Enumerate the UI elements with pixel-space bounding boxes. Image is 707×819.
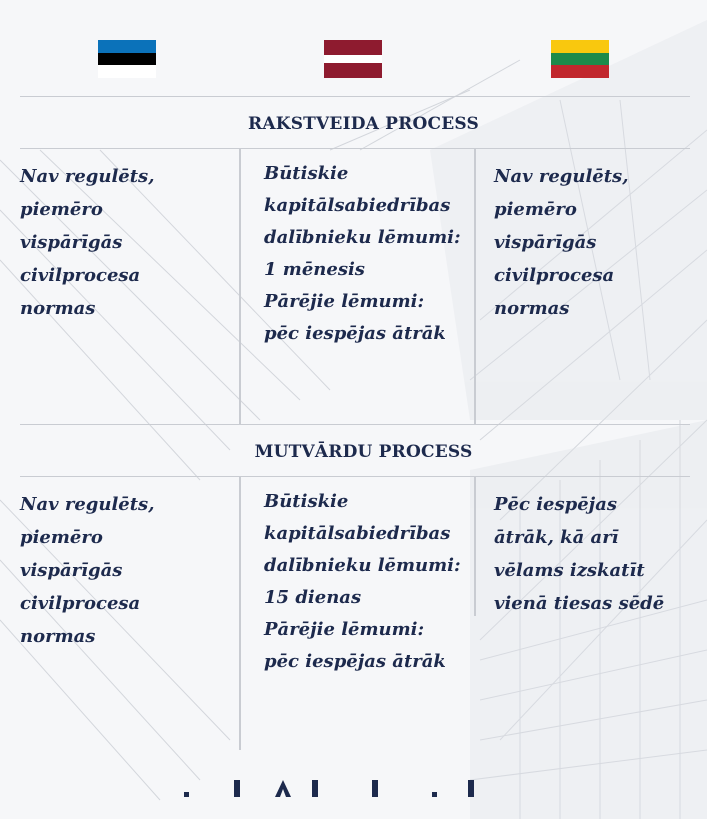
flag-stripe	[324, 55, 382, 63]
divider	[20, 96, 690, 97]
cell-line: Pārējie lēmumi:	[264, 291, 425, 312]
flag-stripe	[98, 40, 156, 53]
divider	[474, 148, 476, 424]
divider	[20, 148, 690, 149]
cell-line: dalībnieku lēmumi:	[264, 555, 461, 576]
flag-stripe	[551, 65, 609, 78]
flag-stripe	[98, 53, 156, 66]
cell-line: Nav regulēts,	[494, 166, 629, 187]
cell-line: Nav regulēts,	[20, 494, 155, 515]
flag-stripe	[551, 40, 609, 53]
cell-lithuania-written	[494, 160, 628, 325]
flag-stripe	[324, 63, 382, 78]
divider	[239, 148, 241, 424]
cell-line: kapitālsabiedrības	[264, 523, 451, 544]
estonia-flag	[98, 40, 156, 78]
cell-line: vēlams izskatīt	[494, 560, 645, 581]
cell-line: pēc iespējas ātrāk	[264, 651, 446, 672]
divider	[20, 476, 690, 477]
latvia-flag	[324, 40, 382, 78]
cell-line: Būtiskie	[264, 163, 349, 184]
cell-latvia-written	[264, 158, 461, 350]
cell-line: civilprocesa	[20, 265, 141, 286]
cell-line: civilprocesa	[494, 265, 615, 286]
cropped-text-fragment	[180, 770, 500, 819]
section-title-oral-process: MUTVĀRDU PROCESS	[254, 442, 473, 462]
cell-line: normas	[20, 298, 96, 319]
lithuania-flag	[551, 40, 609, 78]
cell-line: Būtiskie	[264, 491, 349, 512]
cell-line: Nav regulēts,	[20, 166, 155, 187]
cell-lithuania-oral	[494, 488, 664, 620]
cell-line: vienā tiesas sēdē	[494, 593, 665, 614]
cell-line: vispārīgās	[20, 560, 123, 581]
cell-estonia-oral	[20, 488, 154, 653]
cell-line: 15 dienas	[264, 587, 362, 608]
divider	[474, 476, 476, 616]
cell-line: normas	[494, 298, 570, 319]
cell-line: kapitālsabiedrības	[264, 195, 451, 216]
cell-line: Pārējie lēmumi:	[264, 619, 425, 640]
cell-line: civilprocesa	[20, 593, 141, 614]
cell-line: pēc iespējas ātrāk	[264, 323, 446, 344]
cell-line: piemēro	[20, 527, 103, 548]
cell-line: vispārīgās	[494, 232, 597, 253]
cell-estonia-written	[20, 160, 154, 325]
cell-line: normas	[20, 626, 96, 647]
divider	[20, 424, 690, 425]
cell-line: vispārīgās	[20, 232, 123, 253]
cell-line: dalībnieku lēmumi:	[264, 227, 461, 248]
cell-line: piemēro	[494, 199, 577, 220]
cell-latvia-oral	[264, 486, 461, 678]
divider	[239, 476, 241, 750]
cell-line: 1 mēnesis	[264, 259, 365, 280]
cell-line: piemēro	[20, 199, 103, 220]
cell-line: Pēc iespējas	[494, 494, 617, 515]
flag-stripe	[324, 40, 382, 55]
cell-line: ātrāk, kā arī	[494, 527, 619, 548]
flag-stripe	[551, 53, 609, 66]
section-title-written-process: RAKSTVEIDA PROCESS	[248, 114, 479, 134]
flag-stripe	[98, 65, 156, 78]
